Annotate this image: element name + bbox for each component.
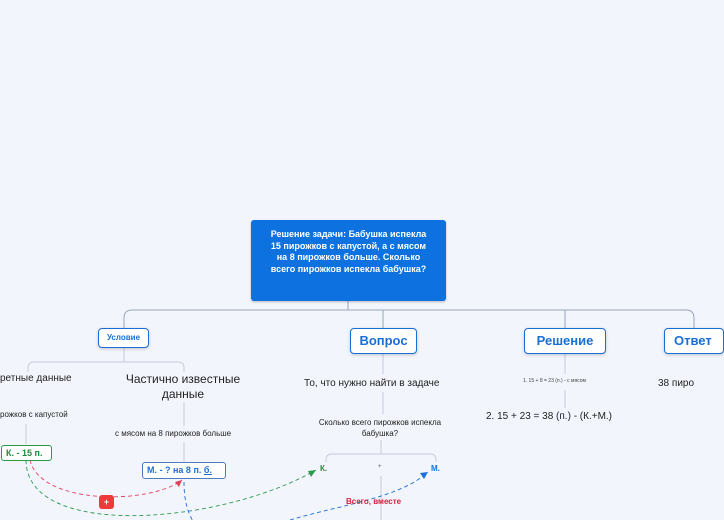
partial-data-label[interactable]: Частично известные данные [125, 372, 241, 401]
solution-step-2[interactable]: 2. 15 + 23 = 38 (п.) - (К.+М.) [486, 411, 613, 422]
question-label[interactable]: То, что нужно найти в задаче [304, 378, 440, 389]
root-title: Решение задачи: Бабушка испекла 15 пирожков с капустой, а с мясом на 8 пирожков больше. Сколько всего пирожков испекла бабушка? [270, 229, 427, 274]
relation-blue-arrow-2 [290, 472, 428, 520]
partial-tag[interactable] [142, 462, 226, 479]
plus-badge[interactable] [99, 495, 114, 509]
known-tag-label: К. - 15 п. [6, 448, 43, 458]
connector-question-bus [326, 454, 436, 462]
relation-blue-arrow [184, 482, 210, 520]
topic-solution-label: Решение [536, 333, 594, 348]
known-data-label[interactable]: ретные данные [0, 373, 72, 384]
question-m-label[interactable]: М. [431, 464, 440, 473]
question-plus-label[interactable]: + [378, 464, 382, 470]
answer-text[interactable]: 38 пиро [658, 378, 695, 389]
topic-condition-label: Условие [106, 333, 141, 342]
topic-answer-label: Ответ [674, 333, 712, 348]
topic-question[interactable] [350, 328, 417, 354]
solution-step-1[interactable]: 1. 15 + 8 = 23 (п.) - с мясом [523, 378, 586, 384]
topic-condition[interactable] [98, 328, 149, 348]
plus-badge-label: + [103, 497, 110, 507]
question-total-label[interactable]: Всего, вместе [346, 497, 402, 506]
known-data-item[interactable]: рожков с капустой [0, 410, 68, 419]
topic-answer[interactable] [664, 328, 724, 354]
root-node[interactable] [251, 220, 446, 301]
question-item[interactable]: Сколько всего пирожков испекла бабушка? [318, 418, 442, 438]
partial-data-item[interactable]: с мясом на 8 пирожков больше [115, 429, 232, 438]
topic-question-label: Вопрос [359, 333, 408, 348]
connector-condition-bus [28, 362, 184, 372]
partial-tag-label: М. - ? на 8 п. [147, 465, 204, 475]
question-k-label[interactable]: К. [320, 464, 328, 473]
known-tag[interactable] [1, 445, 52, 461]
partial-tag-suffix: б. [203, 465, 212, 475]
relation-blue-arrowhead [420, 472, 428, 479]
connector-topics-bus [124, 310, 694, 328]
topic-solution[interactable] [524, 328, 606, 354]
